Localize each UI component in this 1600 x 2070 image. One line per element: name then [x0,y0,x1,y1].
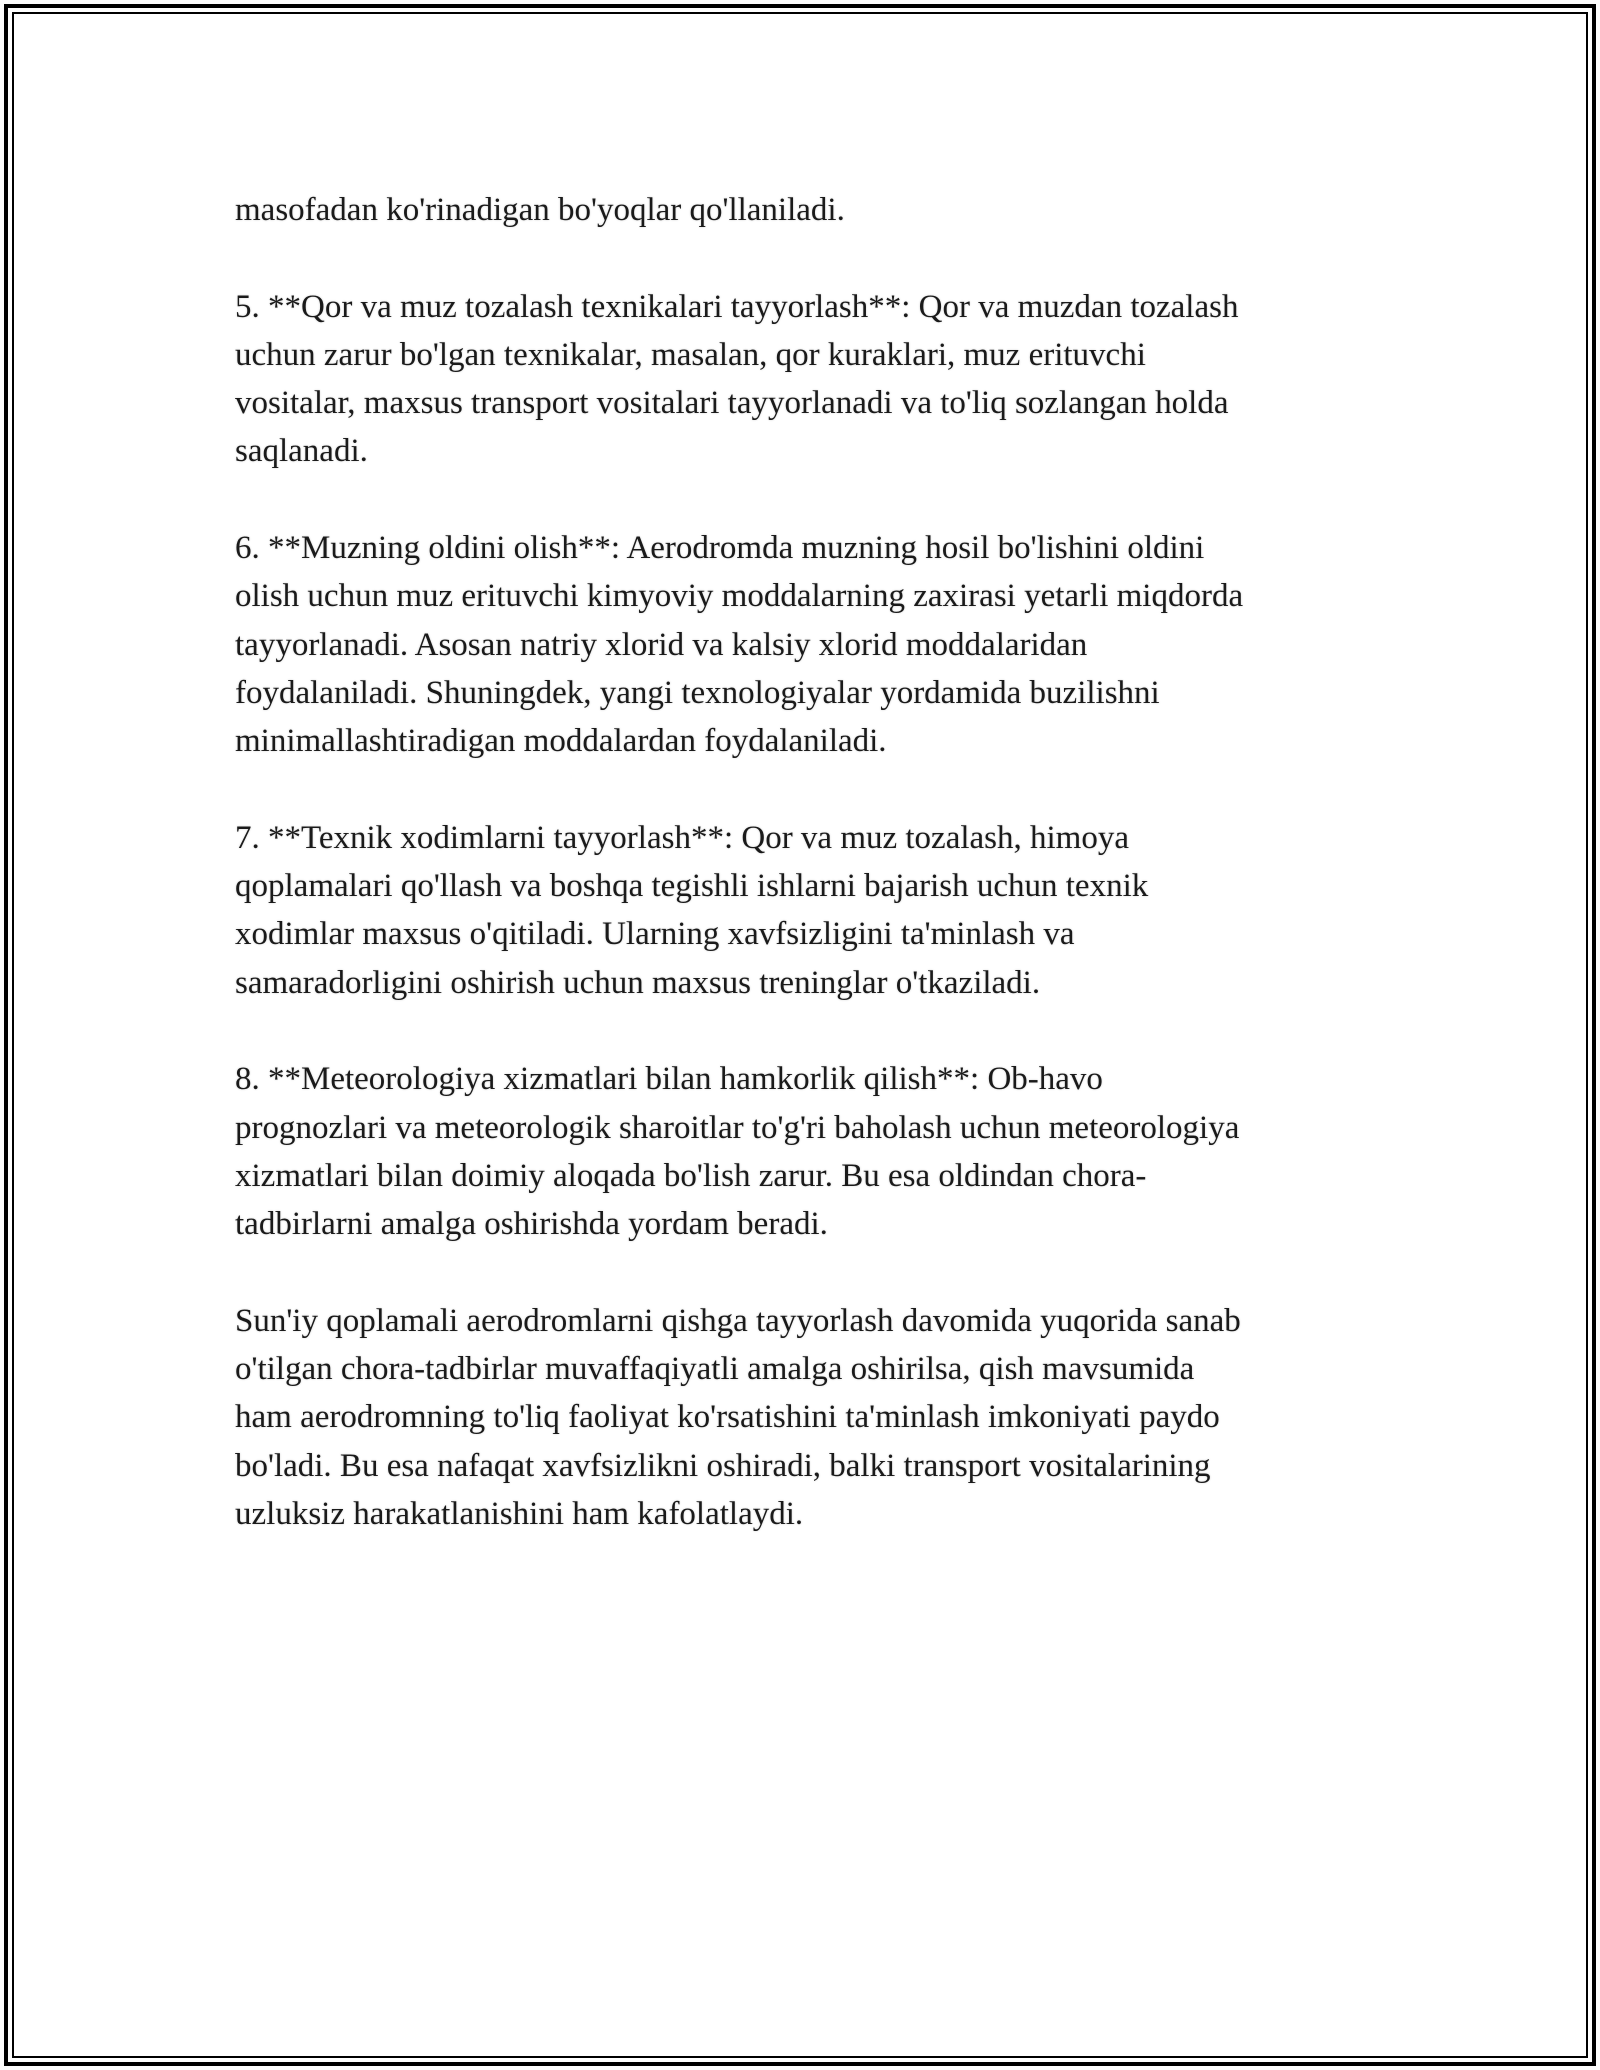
document-body [235,186,1365,1587]
text-line: xodimlar maxsus o'qitiladi. Ularning xavfsizligini ta'minlash va [235,916,1075,953]
text-line: Sun'iy qoplamali aerodromlarni qishga tayyorlash davomida yuqorida sanab [235,1302,1241,1339]
text-line: o'tilgan chora-tadbirlar muvaffaqiyatli amalga oshirilsa, qish mavsumida [235,1351,1195,1388]
text-line: bo'ladi. Bu esa nafaqat xavfsizlikni oshiradi, balki transport vositalarining [235,1447,1211,1484]
text-line: ham aerodromning to'liq faoliyat ko'rsatishini ta'minlash imkoniyati paydo [235,1399,1220,1436]
text-line: masofadan ko'rinadigan bo'yoqlar qo'llaniladi. [235,192,845,228]
text-line: 5. **Qor va muz tozalash texnikalari tayyorlash**: Qor va muzdan tozalash [235,288,1239,325]
text-line: 6. **Muzning oldini olish**: Aerodromda muzning hosil bo'lishini oldini [235,530,1205,567]
text-line: olish uchun muz erituvchi kimyoviy moddalarning zaxirasi yetarli miqdorda [235,578,1244,615]
text-line: uchun zarur bo'lgan texnikalar, masalan, qor kuraklari, muz erituvchi [235,336,1146,373]
text-line: uzluksiz harakatlanishini ham kafolatlaydi. [235,1496,804,1533]
text-line: xizmatlari bilan doimiy aloqada bo'lish zarur. Bu esa oldindan chora- [235,1157,1147,1194]
text-line: 7. **Texnik xodimlarni tayyorlash**: Qor va muz tozalash, himoya [235,819,1129,856]
text-line: vositalar, maxsus transport vositalari tayyorlanadi va to'liq sozlangan holda [235,385,1229,422]
text-line: saqlanadi. [235,433,368,470]
paragraph-item-8 [235,1055,1365,1248]
paragraph-continuation [235,186,1365,234]
paragraph-item-5 [235,283,1365,476]
text-line: 8. **Meteorologiya xizmatlari bilan hamkorlik qilish**: Ob-havo [235,1061,1103,1098]
text-line: samaradorligini oshirish uchun maxsus treninglar o'tkaziladi. [235,964,1041,1001]
paragraph-item-7 [235,814,1365,1007]
text-line: qoplamalari qo'llash va boshqa tegishli ishlarni bajarish uchun texnik [235,868,1149,905]
text-line: minimallashtiradigan moddalardan foydalaniladi. [235,723,887,760]
paragraph-item-6 [235,524,1365,765]
text-line: prognozlari va meteorologik sharoitlar to'g'ri baholash uchun meteorologiya [235,1109,1240,1146]
text-line: tadbirlarni amalga oshirishda yordam beradi. [235,1206,828,1243]
text-line: tayyorlanadi. Asosan natriy xlorid va kalsiy xlorid moddalaridan [235,626,1088,663]
text-line: foydalaniladi. Shuningdek, yangi texnologiyalar yordamida buzilishni [235,674,1160,711]
paragraph-conclusion [235,1297,1365,1538]
